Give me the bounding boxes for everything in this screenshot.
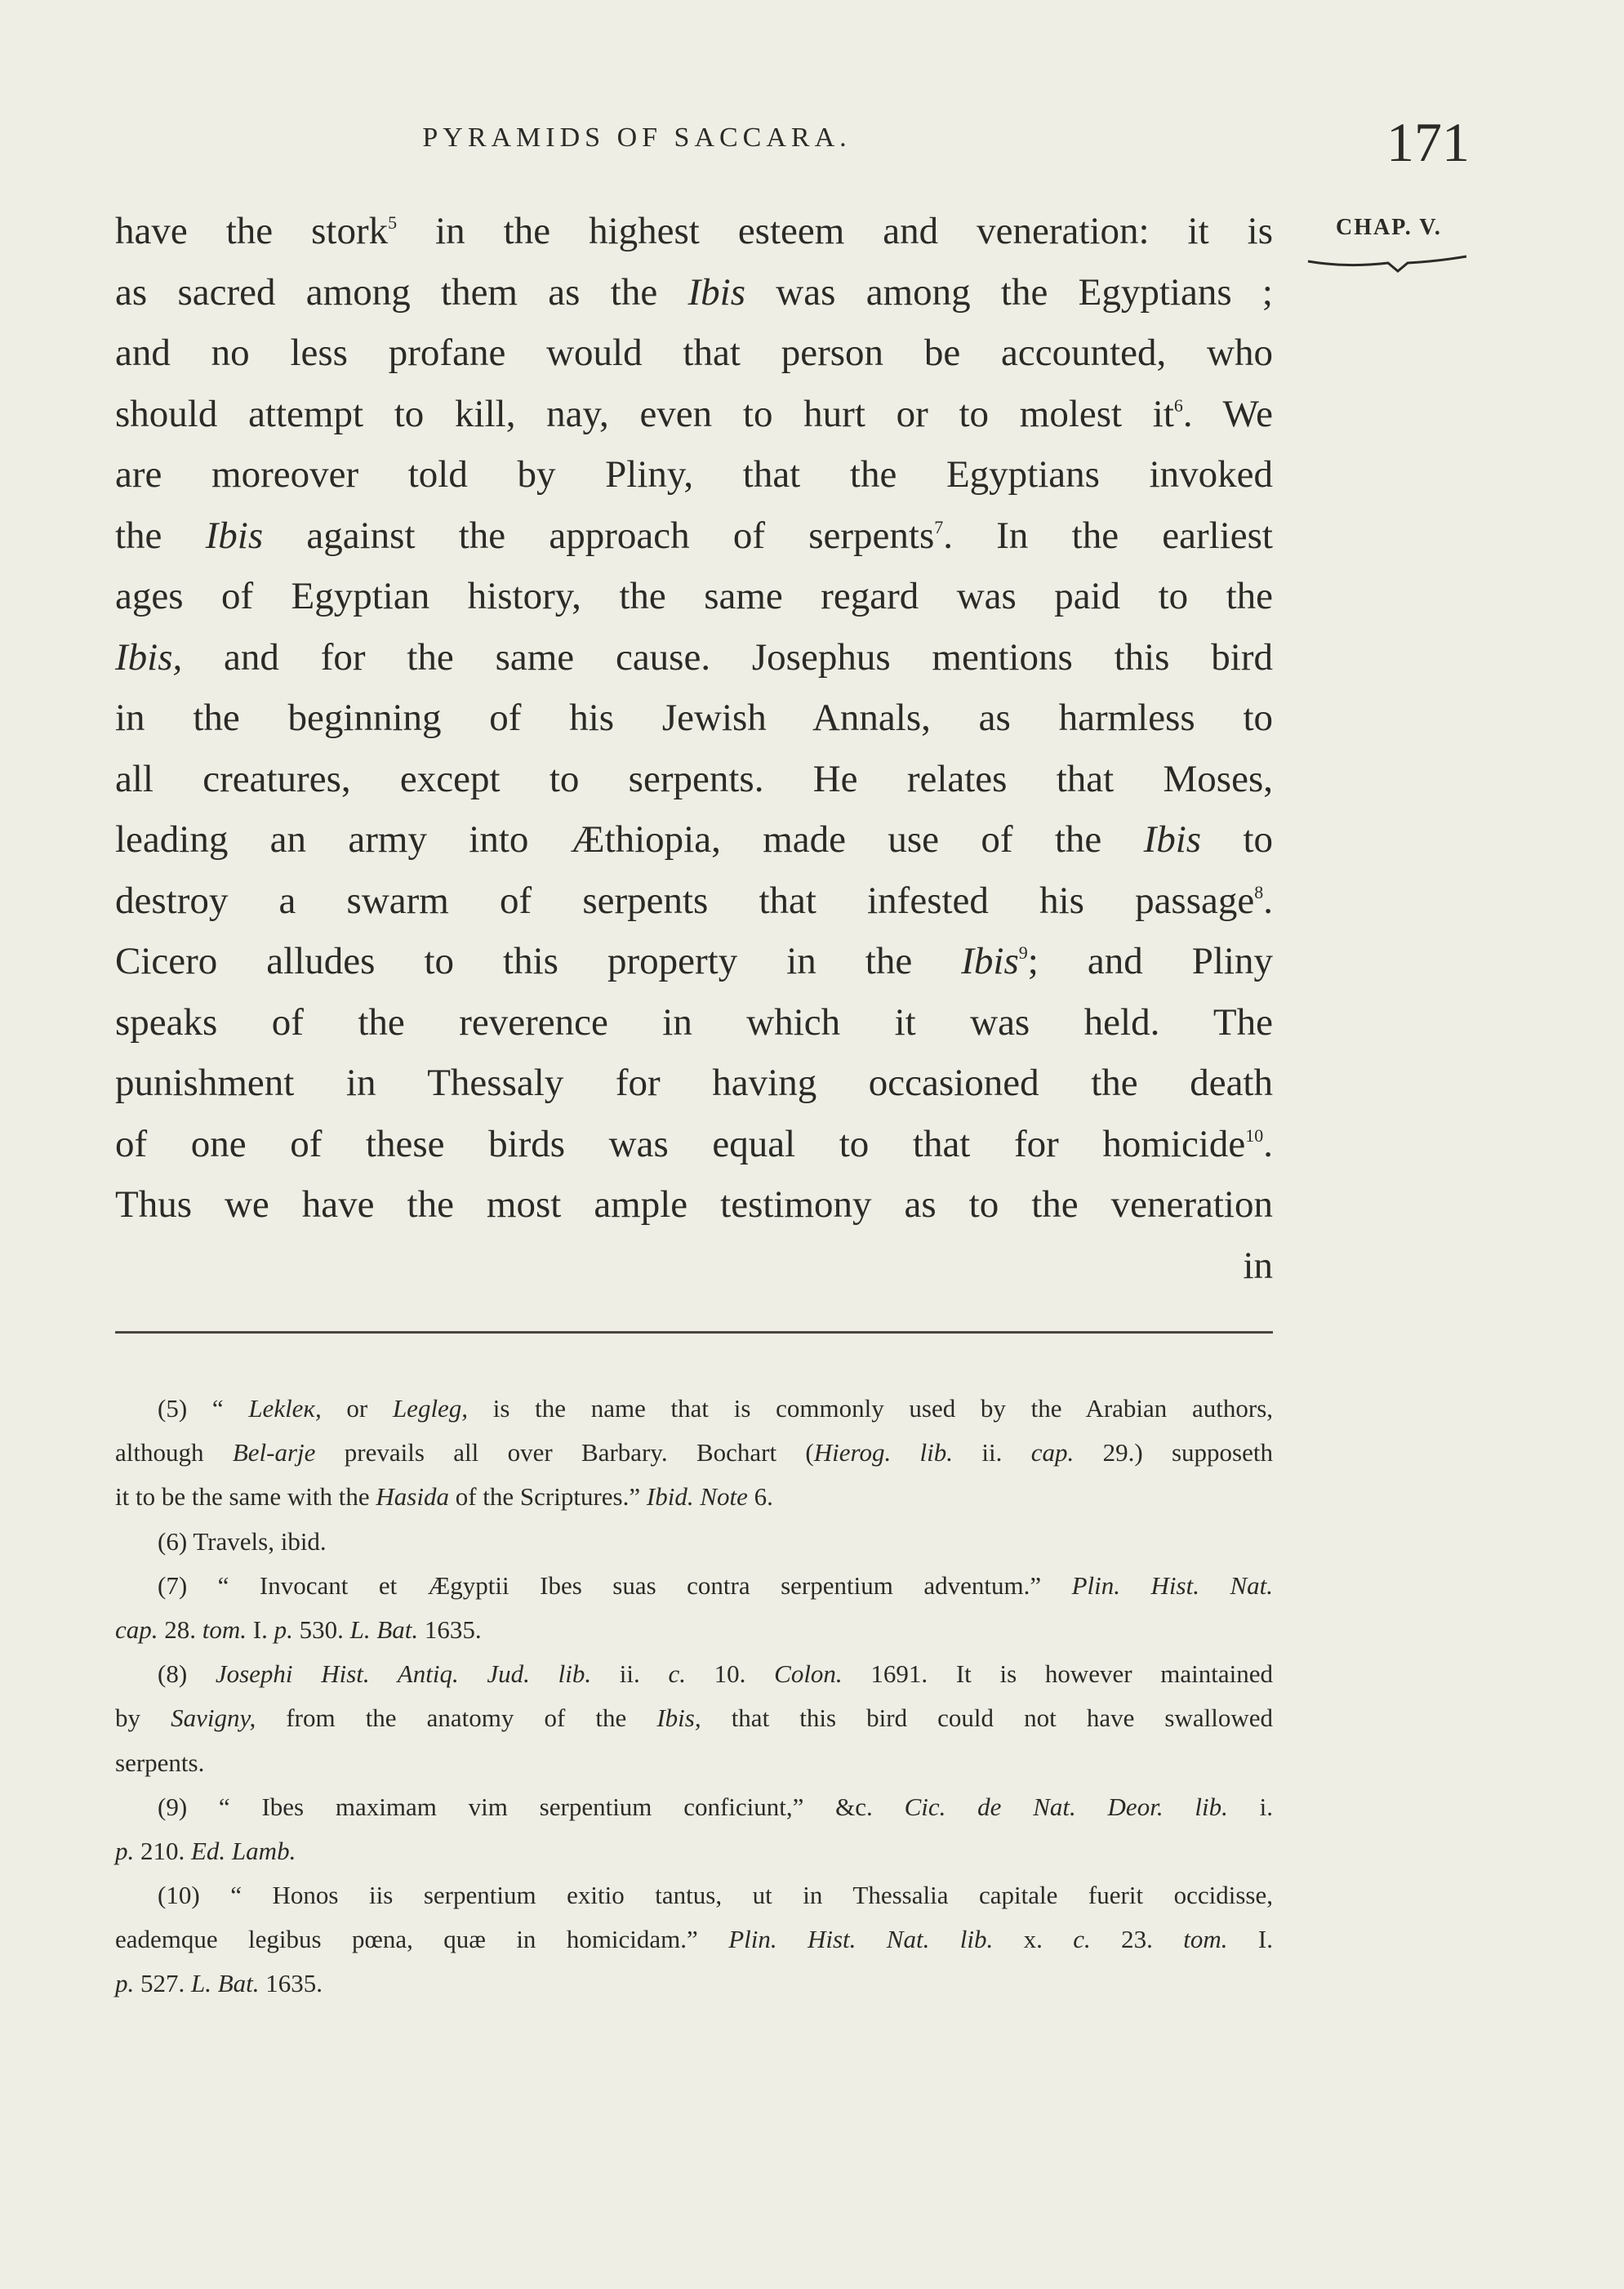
footnote-ref: 6 [1173,394,1183,416]
footnote-5-line-1: (5) “ Lekleк, or Legleg, is the name that is commonly used by the Arabian authors, [158,1394,1274,1423]
footnote-separator-rule [115,1331,1273,1334]
footnote-7-line-1: (7) “ Invocant et Ægyptii Ibes suas contra serpentium adventum.” Plin. Hist. Nat. [158,1570,1273,1600]
footnote-10-line-2: eademque legibus pœna, quæ in homicidam.” Plin. Hist. Nat. lib. x. c. 23. tom. I. [115,1925,1273,1954]
text-line: speaks of the reverence in which it was held. The [115,1000,1273,1044]
text-line: punishment in Thessaly for having occasioned the death [115,1062,1273,1104]
text-line: are moreover told by Pliny, that the Egyptians invoked [115,453,1273,496]
footnote-ref: 10 [1245,1124,1264,1146]
main-text-block [115,201,1273,1296]
running-title: PYRAMIDS OF SACCARA. [422,122,852,153]
footnote-ref: 9 [1018,942,1028,963]
text-line: Ibis, and for the same cause. Josephus mentions this bird [115,635,1273,679]
text-line: all creatures, except to serpents. He relates that Moses, [115,757,1273,800]
footnote-5-line-3: it to be the same with the Hasida of the Scriptures.” Ibid. Note 6. [115,1482,773,1512]
marginal-flourish-ornament [1306,250,1470,274]
text-line: as sacred among them as the Ibis was among the Egyptians ; [115,270,1273,314]
footnote-10-line-3: p. 527. L. Bat. 1635. [115,1969,323,1998]
footnote-5-line-2: although Bel-arje prevails all over Barbary. Bochart (Hierog. lib. ii. cap. 29.) supposeth [115,1438,1273,1467]
footnote-ref: 7 [934,516,944,537]
footnote-9-line-1: (9) “ Ibes maximam vim serpentium conficiunt,” &c. Cic. de Nat. Deor. lib. i. [158,1792,1273,1821]
footnotes-block [115,1387,1273,2006]
catchword: in [1243,1244,1273,1287]
footnote-9-line-2: p. 210. Ed. Lamb. [115,1836,296,1865]
text-line: Cicero alludes to this property in the Ibis$^9$; and Pliny [115,940,1273,982]
footnote-8-line-3: serpents. [115,1748,205,1777]
footnote-7-line-2: cap. 28. tom. I. p. 530. L. Bat. 1635. [115,1614,482,1644]
chapter-marginal-note: CHAP. V. [1336,215,1442,240]
footnote-ref: 5 [388,212,398,233]
text-line: should attempt to kill, nay, even to hurt or to molest $it^6$. We [115,392,1274,435]
text-line: the Ibis against the approach of serpents$^7$. In the earliest [115,514,1273,557]
text-line: have the stork$^5$ in the highest esteem and veneration: it is [115,210,1274,252]
footnote-8-line-1: (8) Josephi Hist. Antiq. Jud. lib. ii. c. 10. Colon. 1691. It is however maintained [158,1659,1273,1689]
text-line: in the beginning of his Jewish Annals, as harmless to [115,697,1273,739]
text-line: and no less profane would that person be accounted, who [115,332,1273,374]
footnote-8-line-2: by Savigny, from the anatomy of the Ibis, that this bird could not have swallowed [115,1703,1274,1733]
footnote-ref: 8 [1254,881,1264,902]
text-line: Thus we have the most ample testimony as to the veneration [115,1183,1273,1226]
footnote-6-line-1: (6) Travels, ibid. [158,1526,327,1556]
text-line: of one of these birds was equal to that for homicide$^{10}$. [115,1122,1273,1165]
text-line: leading an army into Æthiopia, made use of the Ibis to [115,818,1273,861]
text-line: ages of Egyptian history, the same regard was paid to the [115,575,1273,617]
text-line: destroy a swarm of serpents that infested his passage$^8$. [115,879,1273,922]
page-number: 171 [1386,111,1470,173]
footnote-10-line-1: (10) “ Honos iis serpentium exitio tantus, ut in Thessalia capitale fuerit occidisse, [158,1881,1273,1910]
